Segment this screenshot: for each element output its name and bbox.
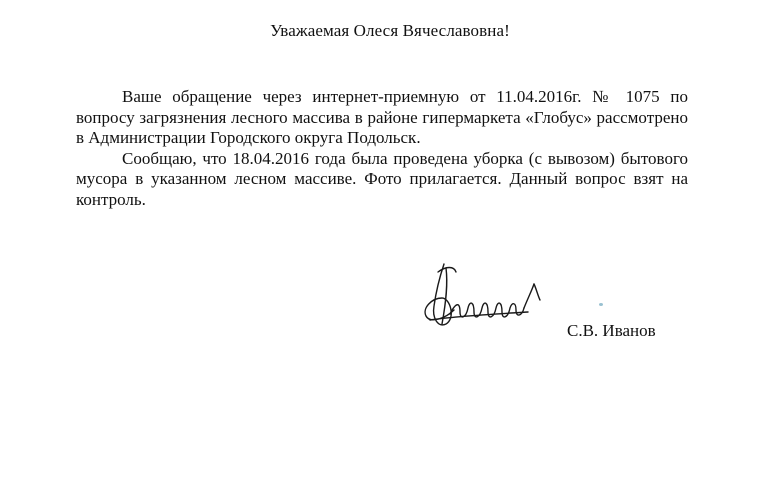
salutation: Уважаемая Олеся Вячеславовна!: [270, 21, 510, 40]
signature-stroke-tick: [534, 284, 540, 300]
letter-body: [76, 87, 688, 210]
signatory-name: С.В. Иванов: [567, 321, 656, 340]
signature-stroke-tail: [524, 284, 534, 308]
handwritten-signature: [416, 258, 556, 338]
signature-stroke-loop: [425, 264, 454, 325]
paragraph-request: Ваше обращение через интернет-приемную от 11.04.2016г. № 1075 по вопросу загрязнения лесного массива в районе гипермаркета «Глобус» рассмотрено в Администрации Городского округа Подольск.: [76, 87, 688, 147]
scan-speck: [599, 303, 603, 306]
paragraph-response: Сообщаю, что 18.04.2016 года была проведена уборка (с вывозом) бытового мусора в указанном лесном массиве. Фото прилагается. Данный вопрос взят на контроль.: [76, 148, 688, 209]
